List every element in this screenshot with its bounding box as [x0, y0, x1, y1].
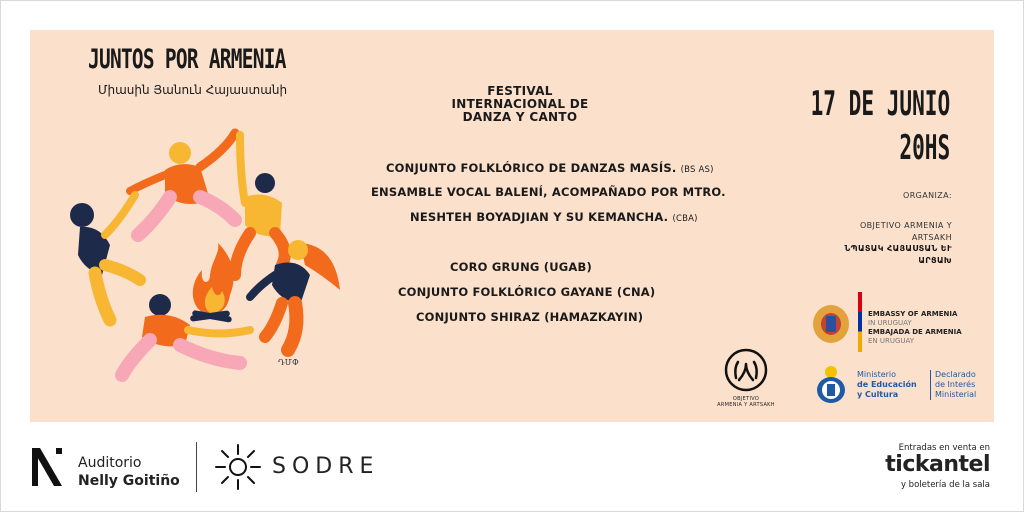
- festival-line: FESTIVAL: [487, 84, 553, 98]
- organizer-name-armenian: ՆՊԱՏԱԿ ՀԱՅԱՍՏԱՆ ԵՒ: [844, 244, 952, 253]
- performer-line: CONJUNTO FOLKLÓRICO GAYANE (CNA): [398, 285, 656, 299]
- auditorio-logo-icon: [30, 446, 64, 488]
- performer-line: ENSAMBLE VOCAL BALENÍ, ACOMPAÑADO POR MTRO.: [371, 185, 726, 199]
- sodre-wordmark: SODRE: [272, 454, 380, 479]
- festival-heading: [430, 85, 610, 124]
- performer-line: CONJUNTO SHIRAZ (HAMAZKAYIN): [416, 310, 644, 324]
- ministry-logo: Ministerio de Educación y Cultura Declarado de Interés Ministerial: [810, 362, 990, 408]
- dancer-figure: [235, 135, 285, 275]
- organizer-name: ARTSAKH: [911, 233, 952, 242]
- dancer-figure: [70, 195, 140, 320]
- dancers-illustration: [60, 125, 350, 385]
- performer-line: CORO GRUNG (UGAB): [450, 260, 592, 274]
- organizer-name: OBJETIVO ARMENIA Y: [859, 221, 952, 230]
- tickets-boxoffice-label: y boletería de la sala: [900, 480, 990, 490]
- embassy-logo: EMBASSY OF ARMENIA IN URUGUAY EMBAJADA DE ARMENIA EN URUGUAY: [810, 292, 980, 354]
- tickets-label: Entradas en venta en: [898, 443, 990, 453]
- event-date: 17 DE JUNIO: [810, 84, 950, 124]
- poster-title: JUNTOS POR ARMENIA: [88, 44, 286, 75]
- dancer-figure: [130, 133, 235, 235]
- objetivo-armenia-logo: OBJETIVO ARMENIA Y ARTSAKH: [715, 348, 777, 408]
- event-time: 20HS: [899, 128, 950, 168]
- festival-line: DANZA Y CANTO: [462, 110, 578, 124]
- dancer-figure: [122, 294, 250, 375]
- organiza-label: ORGANIZA:: [903, 191, 952, 200]
- uruguay-coat-of-arms-icon: [812, 364, 850, 404]
- event-poster: [30, 30, 994, 422]
- tickantel-logo[interactable]: tickantel: [885, 452, 990, 477]
- performer-line: NESHTEH BOYADJIAN Y SU KEMANCHA. (CBA): [410, 210, 698, 224]
- auditorio-label: Auditorio: [78, 455, 142, 471]
- armenia-coat-of-arms-icon: [810, 302, 852, 346]
- auditorio-name: Nelly Goitiño: [78, 473, 180, 489]
- dancer-figure: [250, 240, 340, 350]
- organizer-name-armenian: ԱՐՑԱԽ: [918, 256, 952, 265]
- divider: [196, 442, 197, 492]
- poster-subtitle-armenian: Միասին Յանուն Հայաստանի: [98, 83, 288, 97]
- performer-line: CONJUNTO FOLKLÓRICO DE DANZAS MASÍS. (BS AS): [386, 161, 714, 175]
- raised-hands-emblem-icon: [724, 348, 768, 392]
- sodre-sun-icon: [214, 443, 262, 491]
- illustration-signature: ԴՄՓ: [278, 358, 299, 367]
- fire-icon: [190, 243, 234, 323]
- event-date-time: [810, 82, 950, 170]
- festival-line: INTERNACIONAL DE: [451, 97, 589, 111]
